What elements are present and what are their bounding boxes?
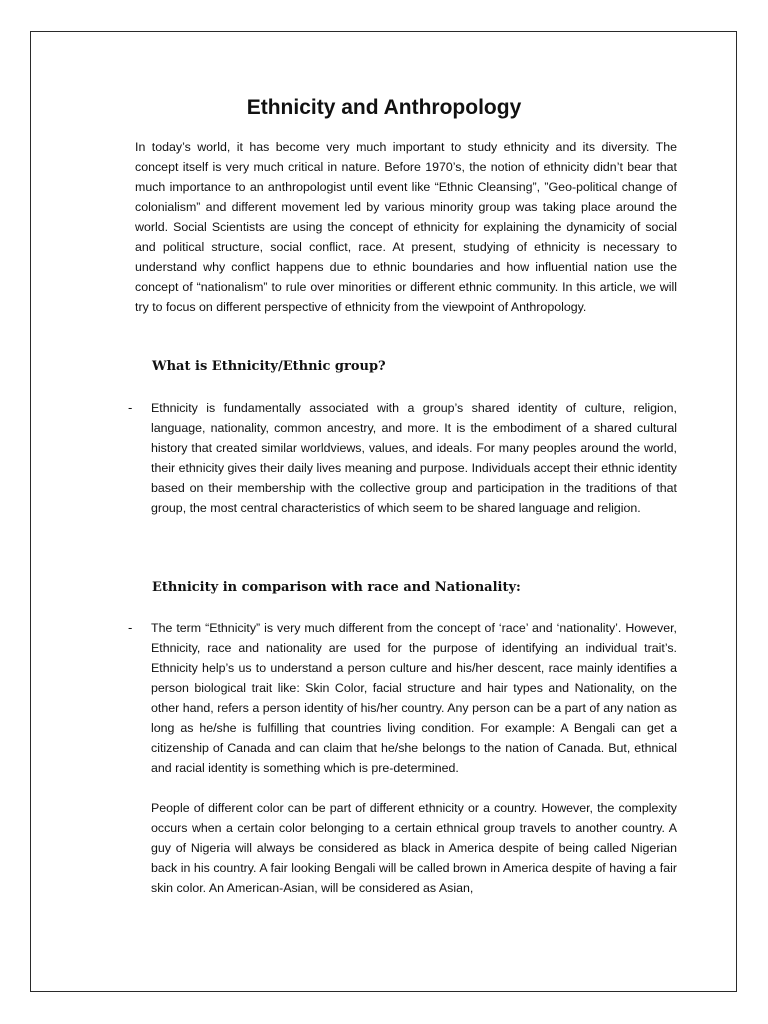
section-heading-comparison: Ethnicity in comparison with race and Nationality: bbox=[152, 580, 521, 595]
ethnicity-definition-paragraph: Ethnicity is fundamentally associated with a group’s shared identity of culture, religion, language, nationality, common ancestry, and more. It is the embodiment of a shared cultural history that created similar worldviews, values, and ideals. For many peoples around the world, their ethnicity gives their daily lives meaning and purpose. Individuals accept their ethnic identity based on their membership with the collective group and participation in the traditions of that group, the most central characteristics of which seem to be shared language and religion. bbox=[151, 401, 677, 515]
document-title: Ethnicity and Anthropology bbox=[246, 96, 522, 119]
bullet-dash: - bbox=[128, 400, 133, 415]
color-ethnicity-paragraph: People of different color can be part of different ethnicity or a country. However, the complexity occurs when a certain color belonging to a certain ethnical group travels to another country. A guy of Nigeria will always be considered as black in America despite of being called Nigerian back in his country. A fair looking Bengali will be called brown in America despite of having a fair skin color. An American-Asian, will be considered as Asian, bbox=[151, 801, 677, 895]
section-heading-ethnicity: What is Ethnicity/Ethnic group? bbox=[152, 359, 386, 374]
bullet-dash: - bbox=[128, 620, 133, 635]
intro-paragraph: In today’s world, it has become very much important to study ethnicity and its diversity. The concept itself is very much critical in nature. Before 1970’s, the notion of ethnicity didn’t bear that much importance to an anthropologist until event like “Ethnic Cleansing”, ”Geo-political change of colonialism” and different movement led by various minority group was taking place around the world. Social Scientists are using the concept of ethnicity for explaining the dynamicity of social and political structure, social conflict, race. At present, studying of ethnicity is necessary to understand why conflict happens due to ethnic boundaries and how influential nation use the concept of “nationalism” to rule over minorities or different ethnic community. In this article, we will try to focus on different perspective of ethnicity from the viewpoint of Anthropology. bbox=[135, 140, 677, 314]
comparison-paragraph: The term “Ethnicity” is very much different from the concept of ‘race’ and ‘nationality’. However, Ethnicity, race and nationality are used for the purpose of identifying an individual trait’s. Ethnicity help’s us to understand a person culture and his/her descent, race mainly identifies a person biological trait like: Skin Color, facial structure and hair types and Nationality, on the other hand, refers a person identity of his/her country. Any person can be a part of any nation as long as he/she is fulfilling that countries living condition. For example: A Bengali can get a citizenship of Canada and can claim that he/she belongs to the nation of Canada. But, ethnical and racial identity is something which is pre-determined. bbox=[151, 621, 677, 775]
